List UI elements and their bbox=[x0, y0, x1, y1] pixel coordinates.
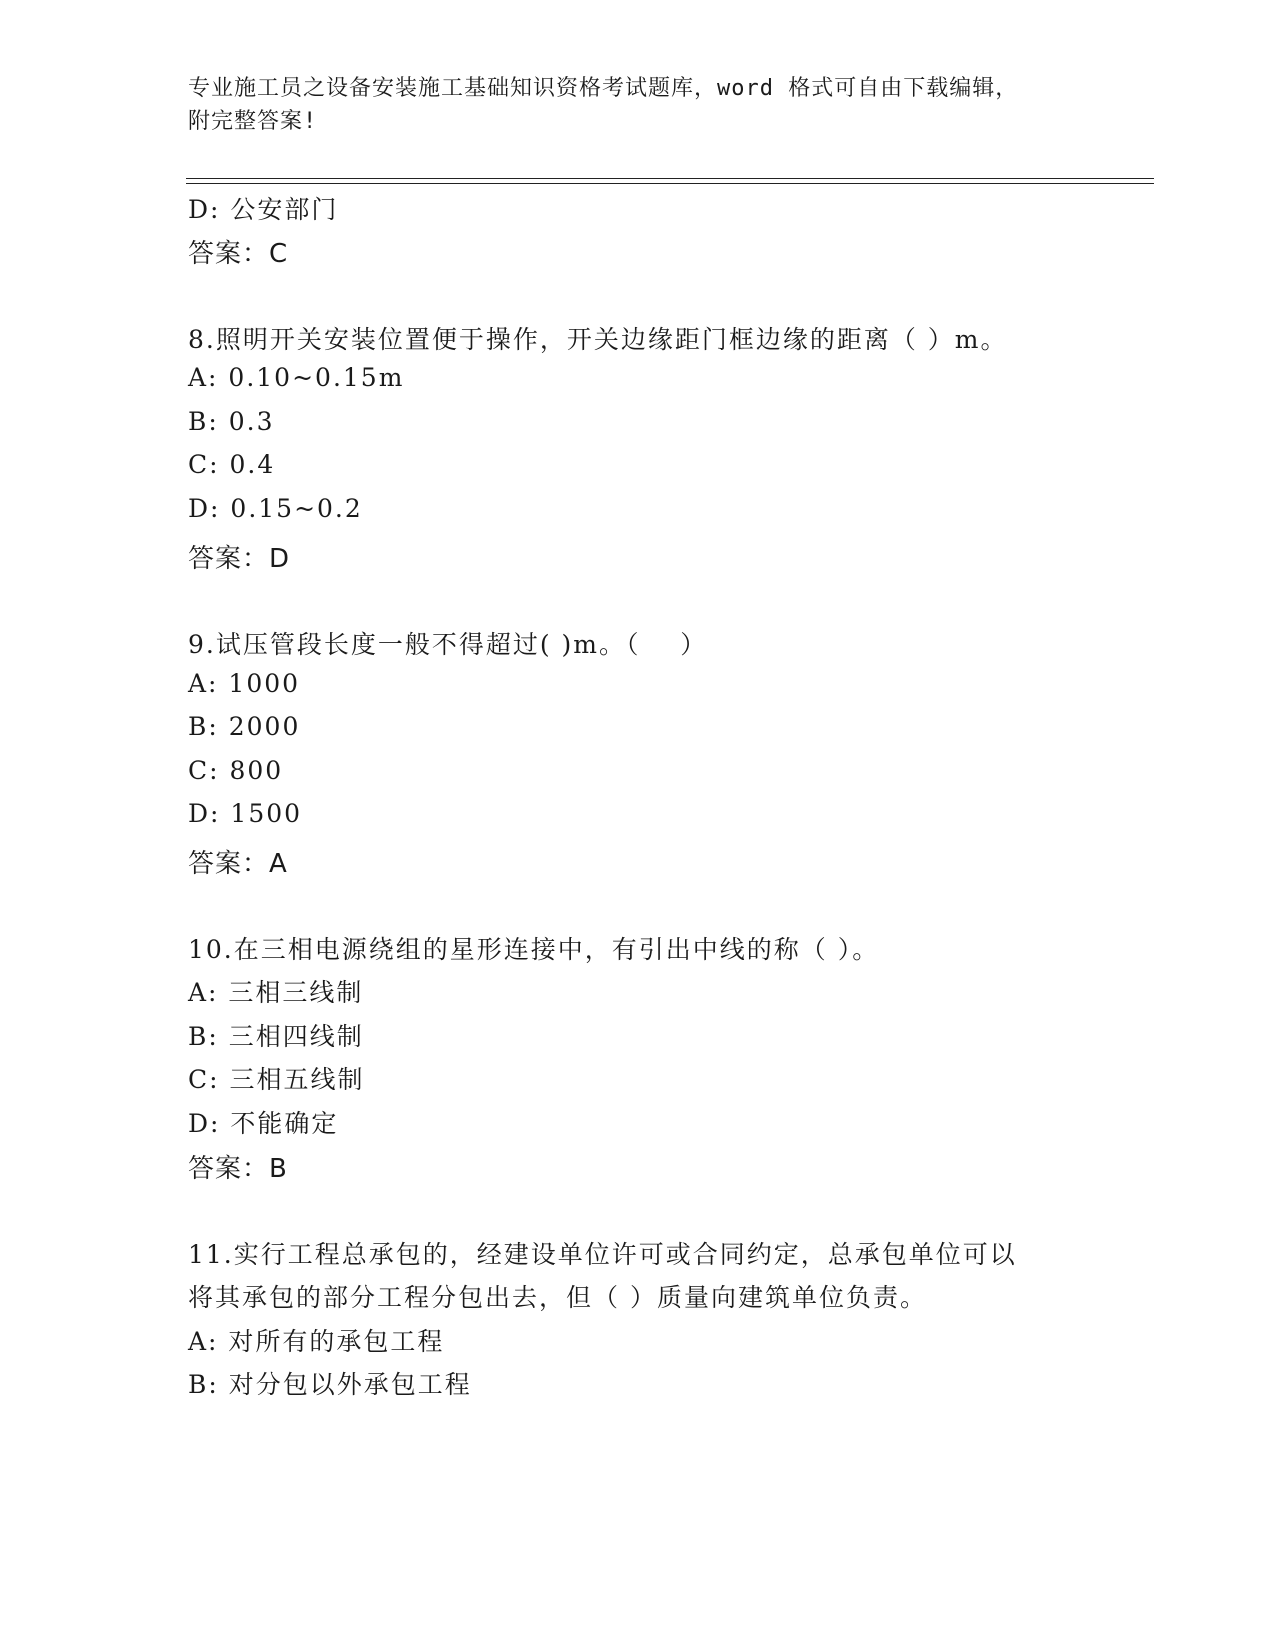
question-8-answer: 答案：D bbox=[188, 544, 291, 574]
question-10-stem: 10.在三相电源绕组的星形连接中，有引出中线的称（ ）。 bbox=[188, 935, 880, 964]
question-10-option-a: A: 三相三线制 bbox=[188, 978, 364, 1007]
question-8-option-b: B: 0.3 bbox=[188, 407, 275, 436]
header-line-1: 专业施工员之设备安装施工基础知识资格考试题库，word 格式可自由下载编辑， bbox=[188, 76, 1019, 101]
question-9-option-b: B: 2000 bbox=[188, 712, 301, 741]
question-10-option-d: D: 不能确定 bbox=[188, 1109, 339, 1138]
question-9-option-a: A: 1000 bbox=[188, 669, 301, 698]
question-9-stem: 9.试压管段长度一般不得超过( )m。（ ） bbox=[188, 630, 708, 659]
question-10-answer: 答案：B bbox=[188, 1154, 288, 1184]
question-11-stem-line-1: 11.实行工程总承包的，经建设单位许可或合同约定，总承包单位可以 bbox=[188, 1240, 1017, 1269]
question-8-option-c: C: 0.4 bbox=[188, 450, 276, 479]
prev-answer: 答案：C bbox=[188, 239, 289, 269]
header-line-2: 附完整答案! bbox=[188, 109, 318, 134]
question-11-option-b: B: 对分包以外承包工程 bbox=[188, 1370, 472, 1399]
question-10-option-c: C: 三相五线制 bbox=[188, 1065, 365, 1094]
question-8-option-a: A: 0.10~0.15m bbox=[188, 363, 405, 392]
question-11-stem-line-2: 将其承包的部分工程分包出去，但（ ）质量向建筑单位负责。 bbox=[188, 1283, 927, 1312]
question-9-option-d: D: 1500 bbox=[188, 799, 303, 828]
question-8-option-d: D: 0.15~0.2 bbox=[188, 494, 363, 523]
header-rule-top bbox=[186, 178, 1154, 179]
question-9-answer: 答案：A bbox=[188, 849, 288, 879]
question-9-option-c: C: 800 bbox=[188, 756, 284, 785]
document-header bbox=[188, 72, 1088, 138]
header-rule-bottom bbox=[186, 183, 1154, 184]
prev-option-d: D: 公安部门 bbox=[188, 195, 339, 224]
question-10-option-b: B: 三相四线制 bbox=[188, 1022, 364, 1051]
question-11-option-a: A: 对所有的承包工程 bbox=[188, 1327, 445, 1356]
question-8-stem: 8.照明开关安装位置便于操作，开关边缘距门框边缘的距离（ ）m。 bbox=[188, 325, 1008, 354]
